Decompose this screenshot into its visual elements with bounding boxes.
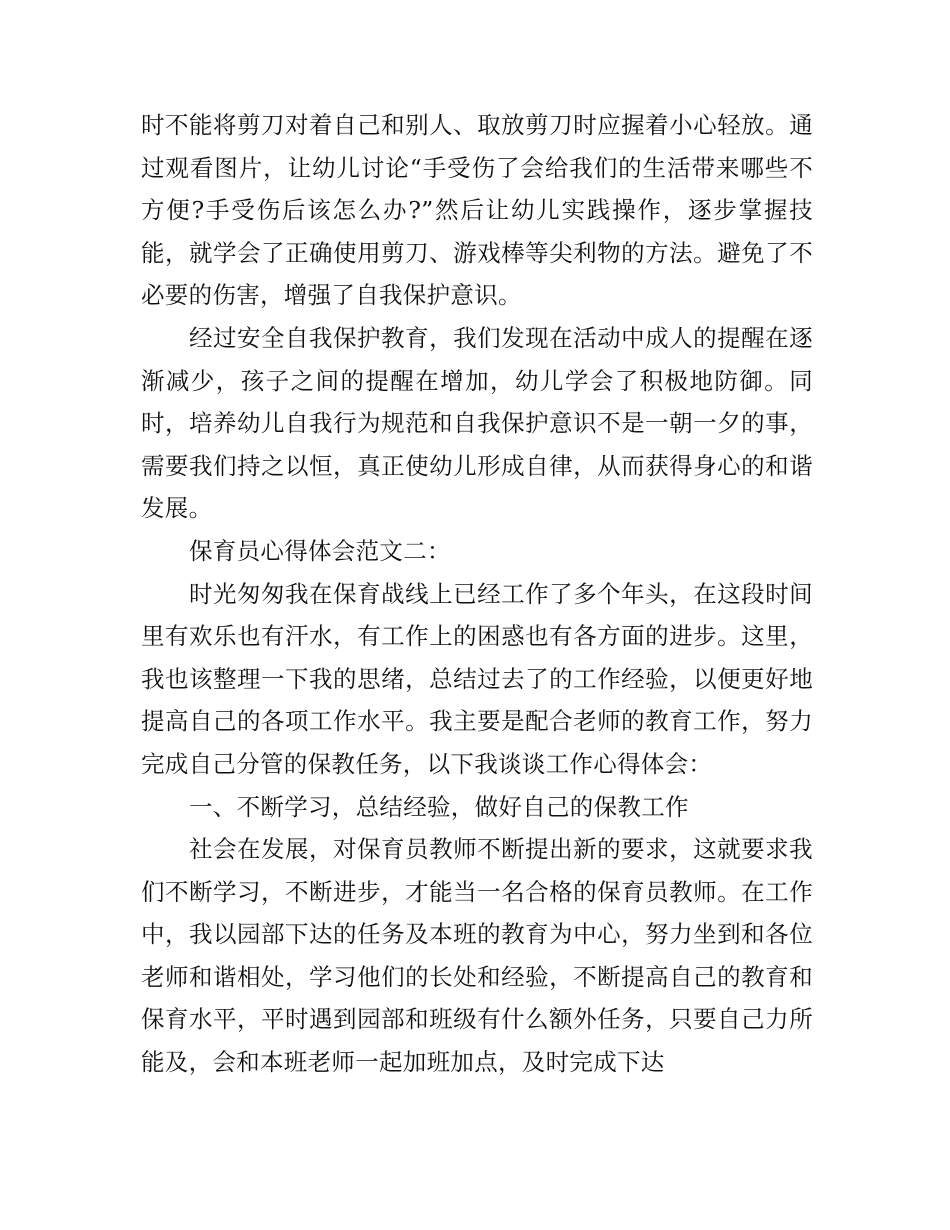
document-body [141,104,813,1084]
paragraph-learning: 社会在发展，对保育员教师不断提出新的要求，这就要求我们不断学习，不断进步，才能当一名合格的保育员教师。在工作中，我以园部下达的任务及本班的教育为中心，努力坐到和各位老师和谐相处，学习他们的长处和经验，不断提高自己的教育和保育水平，平时遇到园部和班级有什么额外任务，只要自己力所能及，会和本班老师一起加班加点，及时完成下达 [141,835,813,1077]
paragraph-continuation: 时不能将剪刀对着自己和别人、取放剪刀时应握着小心轻放。通过观看图片，让幼儿讨论“手受伤了会给我们的生活带来哪些不方便?手受伤后该怎么办?”然后让幼儿实践操作，逐步掌握技能，就学会了正确使用剪刀、游戏棒等尖利物的方法。避免了不必要的伤害，增强了自我保护意识。 [141,111,813,310]
section-title-example-two: 保育员心得体会范文二： [189,536,451,565]
section-heading-one: 一、不断学习，总结经验，做好自己的保教工作 [189,792,689,821]
paragraph-introduction: 时光匆匆我在保育战线上已经工作了多个年头，在这段时间里有欢乐也有汗水，有工作上的困惑也有各方面的进步。这里，我也该整理一下我的思绪，总结过去了的工作经验，以便更好地提高自己的各项工作水平。我主要是配合老师的教育工作，努力完成自己分管的保教任务，以下我谈谈工作心得体会： [141,579,813,778]
paragraph-safety-education: 经过安全自我保护教育，我们发现在活动中成人的提醒在逐渐减少，孩子之间的提醒在增加，幼儿学会了积极地防御。同时，培养幼儿自我行为规范和自我保护意识不是一朝一夕的事，需要我们持之以恒，真正使幼儿形成自律，从而获得身心的和谐发展。 [141,323,813,523]
